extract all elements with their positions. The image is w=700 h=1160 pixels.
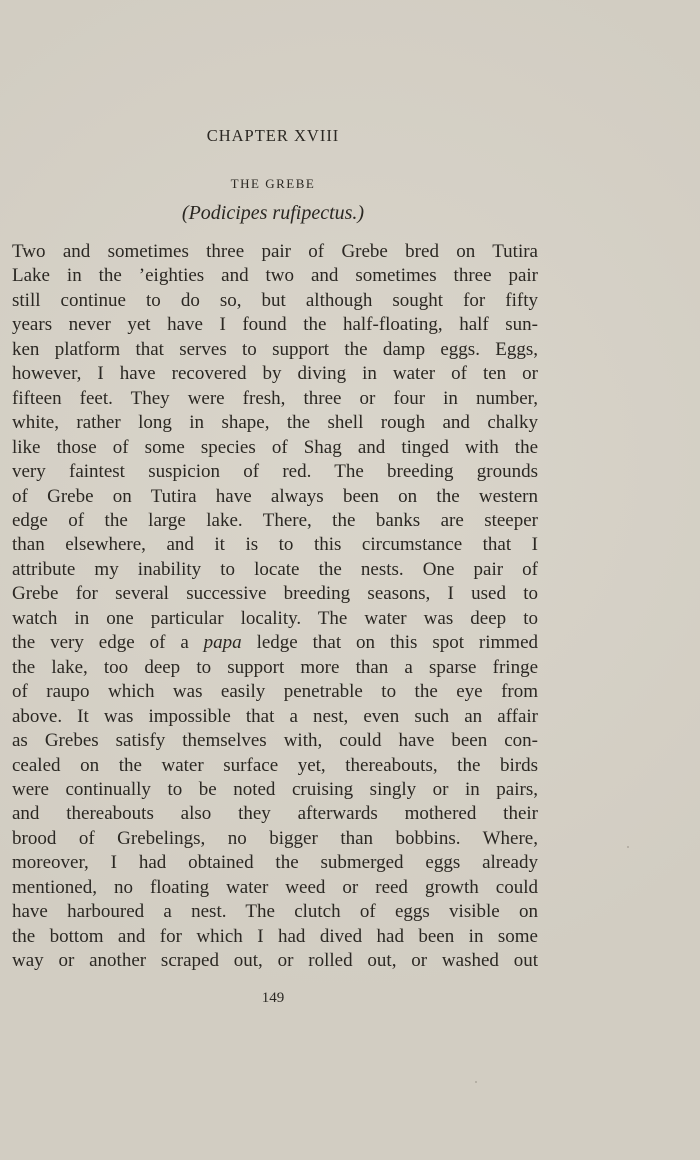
text-line-27: mentioned, no floating water weed or reed growth could: [12, 876, 538, 898]
text-line-17-italic-word: papa: [203, 632, 242, 654]
text-line-14: attribute my inability to locate the nests. One pair of: [12, 558, 538, 580]
body-text: [12, 240, 538, 974]
text-line-28: have harboured a nest. The clutch of eggs visible on: [12, 901, 538, 923]
text-line-18: the lake, too deep to support more than a sparse fringe: [12, 656, 538, 678]
text-line-23: were continually to be noted cruising singly or in pairs,: [12, 778, 538, 800]
text-line-8: white, rather long in shape, the shell rough and chalky: [12, 412, 538, 434]
text-line-26: moreover, I had obtained the submerged eggs already: [12, 852, 538, 874]
scientific-name: (Podicipes rufipectus.): [181, 202, 365, 224]
text-line-17: [12, 631, 538, 655]
text-line-10: very faintest suspicion of red. The breeding grounds: [12, 461, 538, 483]
text-line-22: cealed on the water surface yet, thereabouts, the birds: [12, 754, 538, 776]
text-line-12: edge of the large lake. There, the banks are steeper: [12, 509, 538, 531]
text-line-13: than elsewhere, and it is to this circumstance that I: [12, 534, 538, 556]
section-title: THE GREBE: [230, 176, 316, 191]
text-line-5: ken platform that serves to support the damp eggs. Eggs,: [12, 338, 538, 360]
text-line-2: Lake in the ’eighties and two and sometimes three pair: [12, 265, 538, 287]
text-line-19: of raupo which was easily penetrable to the eye from: [12, 681, 538, 703]
text-line-30: way or another scraped out, or rolled out, or washed out: [12, 950, 538, 972]
page-number: 149: [261, 990, 285, 1006]
paper-speck: [627, 846, 629, 848]
text-line-21: as Grebes satisfy themselves with, could have been con-: [12, 730, 538, 752]
text-line-15: Grebe for several successive breeding seasons, I used to: [12, 583, 538, 605]
text-line-1: Two and sometimes three pair of Grebe bred on Tutira: [12, 241, 538, 262]
text-line-20: above. It was impossible that a nest, even such an affair: [12, 705, 538, 727]
text-line-3: still continue to do so, but although sought for fifty: [12, 289, 538, 311]
text-line-9: like those of some species of Shag and tinged with the: [12, 436, 538, 458]
text-line-4: years never yet have I found the half-floating, half sun-: [12, 314, 538, 336]
text-line-29: the bottom and for which I had dived had been in some: [12, 925, 538, 947]
text-line-16: watch in one particular locality. The water was deep to: [12, 607, 538, 629]
text-line-7: fifteen feet. They were fresh, three or four in number,: [12, 387, 538, 409]
text-line-6: however, I have recovered by diving in water of ten or: [12, 363, 538, 385]
chapter-heading: CHAPTER XVIII: [206, 126, 340, 145]
text-line-17-before: the very edge of a: [12, 632, 204, 654]
text-line-25: brood of Grebelings, no bigger than bobbins. Where,: [12, 827, 538, 849]
text-line-17-after: ledge that on this spot rimmed: [241, 632, 539, 654]
text-line-24: and thereabouts also they afterwards mothered their: [12, 803, 538, 825]
paper-speck: [475, 1081, 477, 1083]
text-line-11: of Grebe on Tutira have always been on the western: [12, 485, 538, 507]
